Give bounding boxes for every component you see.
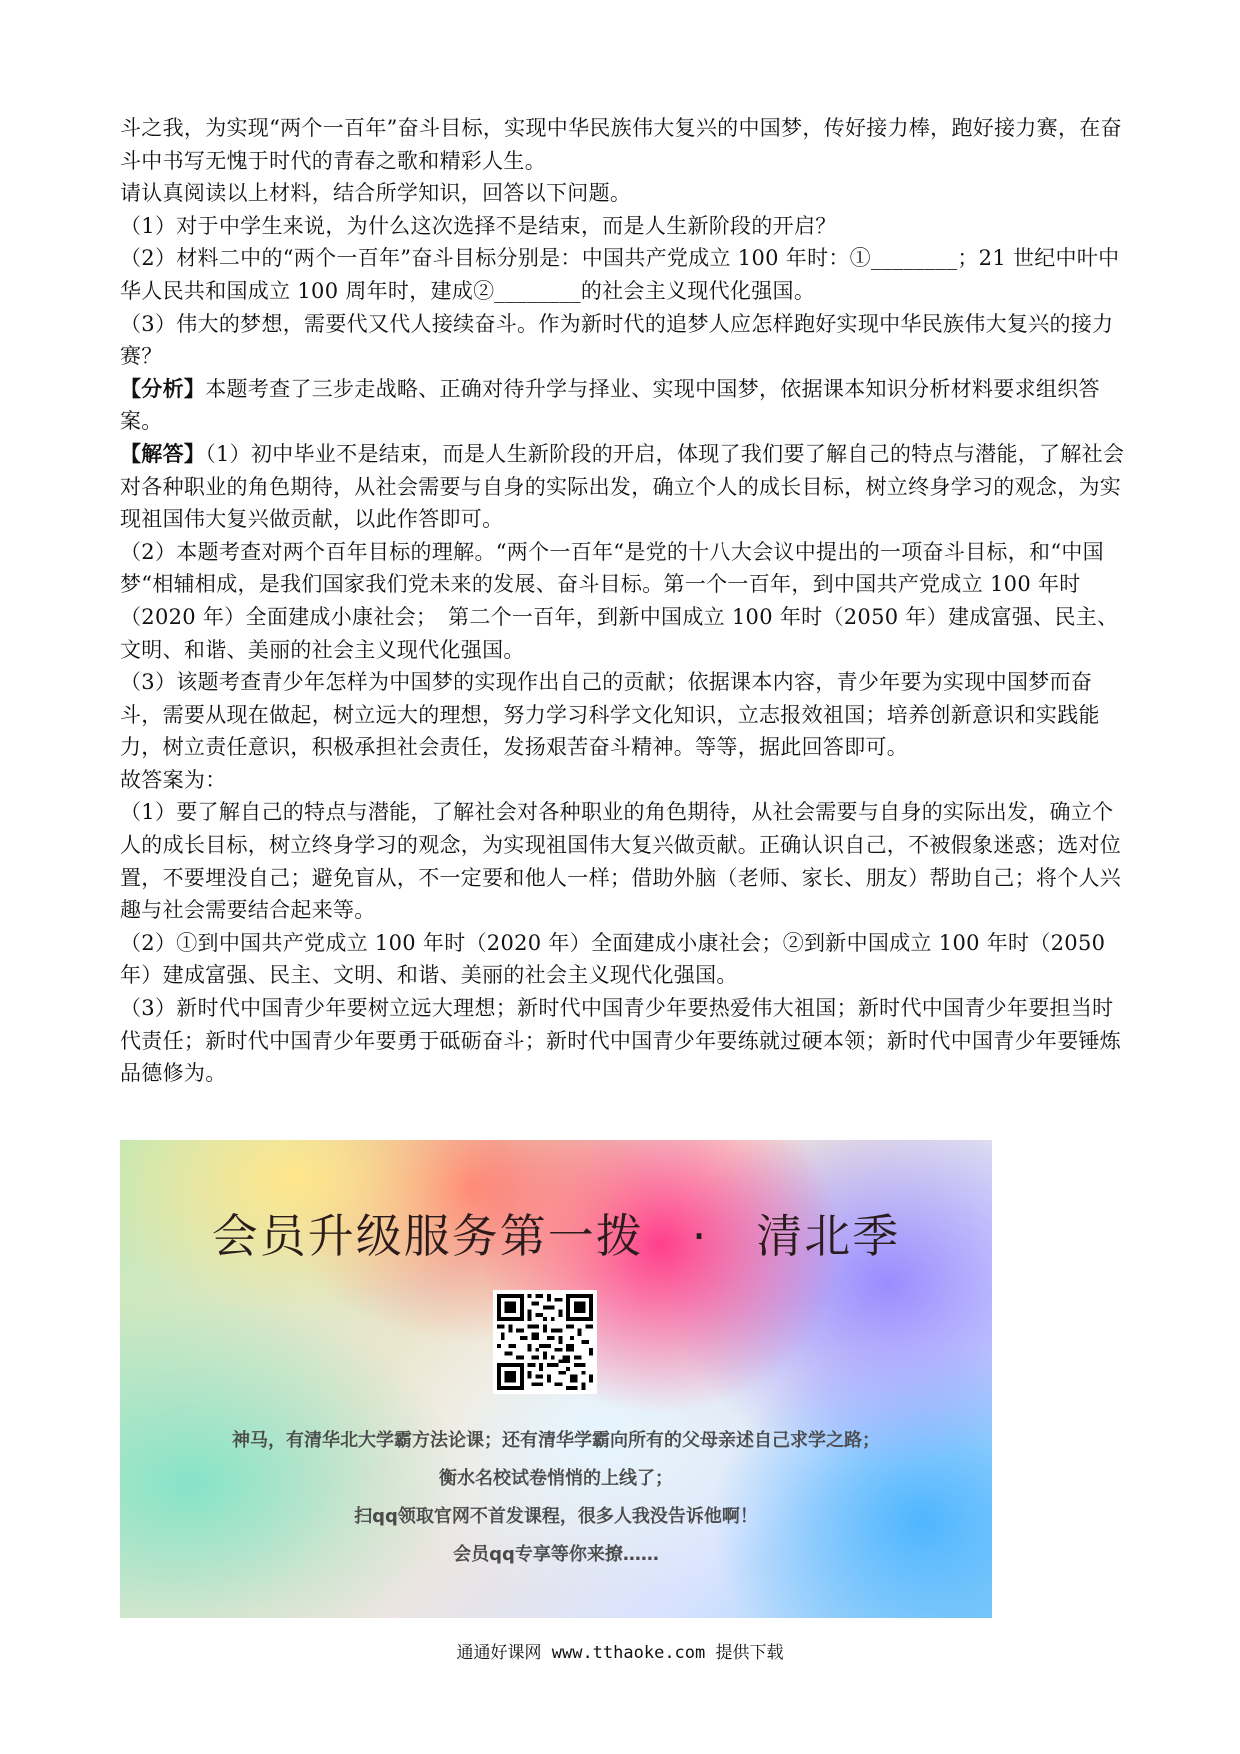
- answer-label: 【解答】: [120, 440, 206, 466]
- qr-code-icon[interactable]: [493, 1290, 597, 1394]
- final-answer-3: （3）新时代中国青少年要树立远大理想；新时代中国青少年要热爱伟大祖国；新时代中国青少年要担当时代责任；新时代中国青少年要勇于砥砺奋斗；新时代中国青少年要练就过硬本领；新时代中国青少年要锤炼品德修为。: [120, 996, 1122, 1086]
- final-answer-2: （2）①到中国共产党成立 100 年时（2020 年）全面建成小康社会；②到新中国成立 100 年时（2050 年）建成富强、民主、文明、和谐、美丽的社会主义现代化强国。: [120, 930, 1106, 988]
- answer-text-2: （2）本题考查对两个百年目标的理解。“两个一百年“是党的十八大会议中提出的一项奋斗目标，和“中国梦“相辅相成，是我们国家我们党未来的发展、奋斗目标。第一个一百年，到中国共产党成立 100 年时（2020 年）全面建成小康社会； 第二个一百年，到新中国成立 100 年时（2050 年）建成富强、民主、文明、和谐、美丽的社会主义现代化强国。: [120, 539, 1119, 662]
- banner-line-4: 会员qq专享等你来撩……: [453, 1544, 659, 1565]
- page-footer: 通通好课网 www.tthaoke.com 提供下载: [456, 1643, 784, 1663]
- question-3: （3）伟大的梦想，需要代又代人接续奋斗。作为新时代的追梦人应怎样跑好实现中华民族伟大复兴的接力赛？: [120, 311, 1114, 369]
- document-body: [120, 112, 1130, 1090]
- answer-text-1: （1）初中毕业不是结束，而是人生新阶段的开启，体现了我们要了解自己的特点与潜能，了解社会对各种职业的角色期待，从社会需要与自身的实际出发，确立个人的成长目标，树立终身学习的观念，为实现祖国伟大复兴做贡献，以此作答即可。: [120, 441, 1125, 532]
- answer-paragraph: [120, 438, 1130, 536]
- question-2: （2）材料二中的“两个一百年”奋斗目标分别是：中国共产党成立 100 年时：①________；21 世纪中叶中华人民共和国成立 100 周年时，建成②________的社会主义现代化强国。: [120, 246, 1120, 303]
- banner-title: 会员升级服务第一拨 · 清北季: [211, 1209, 901, 1263]
- final-answer-1: （1）要了解自己的特点与潜能，了解社会对各种职业的角色期待，从社会需要与自身的实际出发，确立个人的成长目标，树立终身学习的观念，为实现祖国伟大复兴做贡献。正确认识自己，不被假象迷惑；选对位置，不要埋没自己；避免盲从，不一定要和他人一样；借助外脑（老师、家长、朋友）帮助自己；将个人兴趣与社会需要结合起来等。: [120, 800, 1122, 923]
- promo-banner: [120, 1140, 992, 1618]
- paragraph-intro: 斗之我，为实现“两个一百年”奋斗目标，实现中华民族伟大复兴的中国梦，传好接力棒，跑好接力赛，在奋斗中书写无愧于时代的青春之歌和精彩人生。: [120, 116, 1122, 173]
- analysis-text: 本题考查了三步走战略、正确对待升学与择业、实现中国梦，依据课本知识分析材料要求组织答案。: [120, 376, 1100, 434]
- banner-line-1: 神马，有清华北大学霸方法论课；还有清华学霸向所有的父母亲述自己求学之路；: [232, 1430, 880, 1451]
- analysis-label: 【分析】: [120, 375, 206, 401]
- banner-line-2: 衡水名校试卷悄悄的上线了；: [439, 1468, 673, 1489]
- final-answer-heading: 故答案为：: [120, 767, 227, 792]
- analysis-paragraph: [120, 373, 1130, 438]
- question-1: （1）对于中学生来说，为什么这次选择不是结束，而是人生新阶段的开启？: [120, 213, 837, 238]
- answer-text-3: （3）该题考查青少年怎样为中国梦的实现作出自己的贡献；依据课本内容，青少年要为实现中国梦而奋斗，需要从现在做起，树立远大的理想，努力学习科学文化知识，立志报效祖国；培养创新意识和实践能力，树立责任意识，积极承担社会责任，发扬艰苦奋斗精神。等等，据此回答即可。: [120, 670, 1100, 760]
- banner-line-3: 扫qq领取官网不首发课程，很多人我没告诉他啊！: [354, 1506, 758, 1527]
- paragraph-instruction: 请认真阅读以上材料，结合所学知识，回答以下问题。: [120, 181, 632, 206]
- qr-code-graphic: [497, 1294, 593, 1390]
- banner-text-lines: [120, 1422, 992, 1574]
